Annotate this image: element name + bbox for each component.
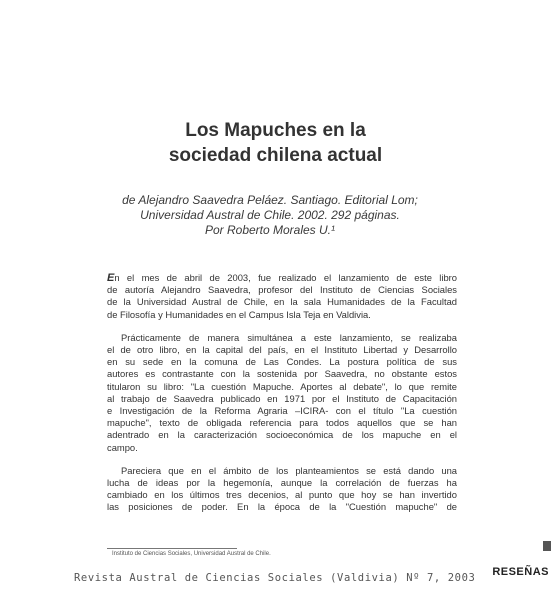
citation-line-1: de Alejandro Saavedra Peláez. Santiago. Editorial Lom; [122, 193, 418, 207]
section-label: RESEÑAS [492, 566, 549, 578]
paragraph-2-line-10: campo. [107, 441, 138, 453]
paragraph-2-line-9: adentrado en la caracterización socioeconómica de los mapuche en el [107, 429, 457, 441]
paragraph-2-line-4: autores es contrastante con la sostenida por Saavedra, no obstante estos [107, 368, 457, 380]
paragraph-2-line-2: el de otro libro, en la capital del país, en el Instituto Libertad y Desarrollo [107, 344, 457, 356]
paragraph-3-line-2: lucha de ideas por la hegemonía, aunque la correlación de fuerzas ha [107, 477, 457, 489]
section-tab-marker [543, 541, 551, 551]
article-title [0, 118, 551, 168]
citation-line-3: Por Roberto Morales U.¹ [204, 223, 336, 237]
paragraph-2-line-8: mapuche", texto de obligada referencia para todos aquellos que se han [107, 417, 457, 429]
paragraph-2 [107, 332, 457, 454]
footnote: Instituto de Ciencias Sociales, Universidad Austral de Chile. [112, 551, 271, 557]
paragraph-1 [107, 272, 457, 321]
journal-footer: Revista Austral de Ciencias Sociales (Valdivia) Nº 7, 2003 [74, 572, 476, 584]
paragraph-2-line-7: e Investigación de la Reforma Agraria –ICIRA- con el título "La cuestión [107, 405, 457, 417]
paragraph-1-line-4: de Filosofía y Humanidades en el Campus Isla Teja en Valdivia. [107, 308, 371, 320]
paragraph-3 [107, 465, 457, 514]
paragraph-3-line-1: Pareciera que en el ámbito de los planteamientos se está dando una [121, 464, 457, 476]
article-title-line-1: Los Mapuches en la [185, 120, 366, 141]
paragraph-2-line-3: en su sede en la comuna de Las Condes. La postura política de sus [107, 356, 457, 368]
paragraph-2-line-5: titularon su libro: "La cuestión Mapuche. Aportes al debate", lo que remite [107, 380, 457, 392]
paragraph-1-line-3: de la Universidad Austral de Chile, en la sala Humanidades de la Facultad [107, 296, 457, 308]
paragraph-3-line-3: cambiado en los últimos tres decenios, al punto que hoy se han invertido [107, 489, 457, 501]
book-citation [0, 193, 540, 238]
paragraph-1-line-1-text: n el mes de abril de 2003, fue realizado el lanzamiento de este libro [114, 272, 457, 283]
paragraph-3-line-4: las posiciones de poder. En la época de la "Cuestión mapuche" de [107, 501, 457, 513]
citation-line-2: Universidad Austral de Chile. 2002. 292 páginas. [140, 208, 400, 222]
paragraph-2-line-6: al trabajo de Saavedra publicado en 1971 por el Instituto de Capacitación [107, 392, 457, 404]
paragraph-1-line-1 [107, 272, 457, 284]
article-body [107, 272, 457, 525]
paragraph-1-line-2: de autoría Alejandro Saavedra, profesor del Instituto de Ciencias Sociales [107, 284, 457, 296]
drop-cap: E [107, 272, 115, 284]
footnote-divider [107, 548, 237, 549]
article-title-line-2: sociedad chilena actual [168, 145, 383, 166]
paragraph-2-line-1: Prácticamente de manera simultánea a este lanzamiento, se realizaba [121, 331, 457, 343]
